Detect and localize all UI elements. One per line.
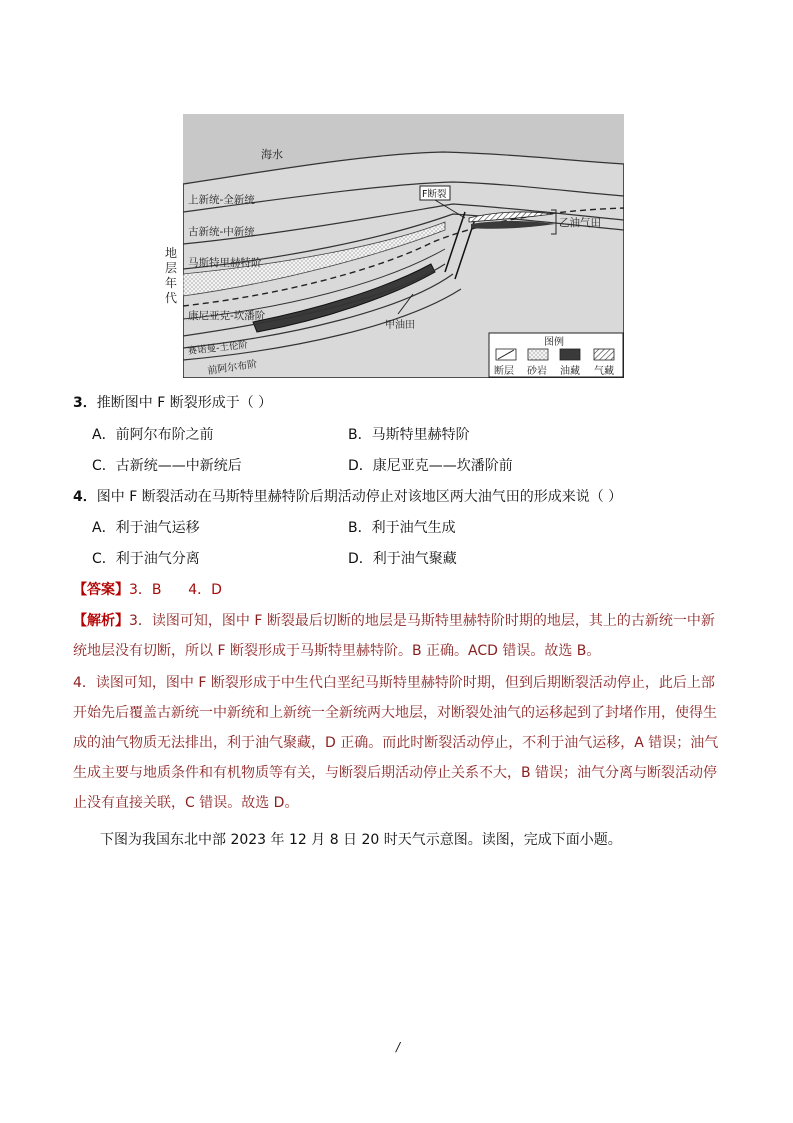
- question-4: [73, 487, 622, 507]
- geologic-cross-section-figure: [183, 114, 624, 378]
- side-label-stratigraphic-age: 地层年代: [165, 246, 178, 305]
- legend-sandstone-icon: [528, 349, 548, 360]
- answer-text: 3．B 4．D: [129, 582, 222, 598]
- analysis-tag: 【解析】: [73, 613, 129, 629]
- answer-tag: 【答案】: [73, 582, 129, 598]
- legend-label-oil: 油藏: [560, 366, 580, 377]
- label-layer4: 康尼亚克-坎潘阶: [188, 310, 266, 322]
- label-layer6: 前阿尔布阶: [206, 359, 258, 377]
- legend-label-gas: 气藏: [594, 366, 614, 377]
- q4-option-b: B．利于油气生成: [348, 520, 456, 536]
- legend-label-fault: 断层: [494, 366, 514, 377]
- label-field-b: 乙油气田: [559, 217, 601, 229]
- q4-option-a: A．利于油气运移: [92, 520, 200, 536]
- label-layer5: 赛诺曼-土伦阶: [187, 339, 249, 357]
- q4-option-c: C．利于油气分离: [92, 551, 200, 567]
- analysis-text-1: 3．读图可知，图中 F 断裂最后切断的地层是马斯特里赫特阶时期的地层，其上的古新统一中新统地层没有切断，所以 F 断裂形成于马斯特里赫特阶。B 正确。ACD 错误。故选 B。: [73, 613, 715, 659]
- label-layer2: 古新统-中新统: [188, 226, 255, 238]
- question-3-number: 3．: [73, 395, 97, 411]
- label-layer1: 上新统-全新统: [188, 194, 255, 206]
- q3-option-a: A．前阿尔布阶之前: [92, 427, 214, 443]
- legend-title: 图例: [544, 337, 564, 348]
- label-seawater: 海水: [261, 148, 283, 161]
- next-section-intro: 下图为我国东北中部 2023 年 12 月 8 日 20 时天气示意图。读图，完成下面小题。: [100, 832, 622, 848]
- q4-option-d: D．利于油气聚藏: [348, 551, 457, 567]
- legend-label-sandstone: 砂岩: [527, 366, 547, 377]
- label-fault: F断裂: [422, 189, 447, 200]
- question-4-stem: 图中 F 断裂活动在马斯特里赫特阶后期活动停止对该地区两大油气田的形成来说（ ）: [96, 489, 623, 505]
- question-4-number: 4．: [73, 489, 97, 505]
- q3-option-d: D．康尼亚克——坎潘阶前: [348, 458, 513, 474]
- question-3-stem: 推断图中 F 断裂形成于（ ）: [96, 395, 273, 411]
- analysis-paragraph-1: [73, 606, 723, 666]
- legend-gas-icon: [594, 349, 614, 360]
- q3-option-c: C．古新统——中新统后: [92, 458, 242, 474]
- label-layer3: 马斯特里赫特阶: [188, 257, 262, 269]
- analysis-paragraph-2: 4．读图可知，图中 F 断裂形成于中生代白垩纪马斯特里赫特阶时期，但到后期断裂活动停止，此后上部开始先后覆盖古新统一中新统和上新统一全新统两大地层，对断裂处油气的运移起到了封堵作用，使得生成的油气物质无法排出，利于油气聚藏，D 正确。而此时断裂活动停止，不利于油气运移，A 错误；油气生成主要与地质条件和有机物质等有关，与断裂后期活动停止关系不大，B 错误；油气分离与断裂活动停止没有直接关联，C 错误。故选 D。: [73, 675, 719, 811]
- page-number: /: [396, 1040, 401, 1054]
- q3-option-b: B．马斯特里赫特阶: [348, 427, 470, 443]
- label-field-a: 甲油田: [385, 320, 415, 331]
- legend-oil-icon: [560, 349, 580, 360]
- answer-line: [73, 580, 222, 600]
- question-3: [73, 393, 272, 413]
